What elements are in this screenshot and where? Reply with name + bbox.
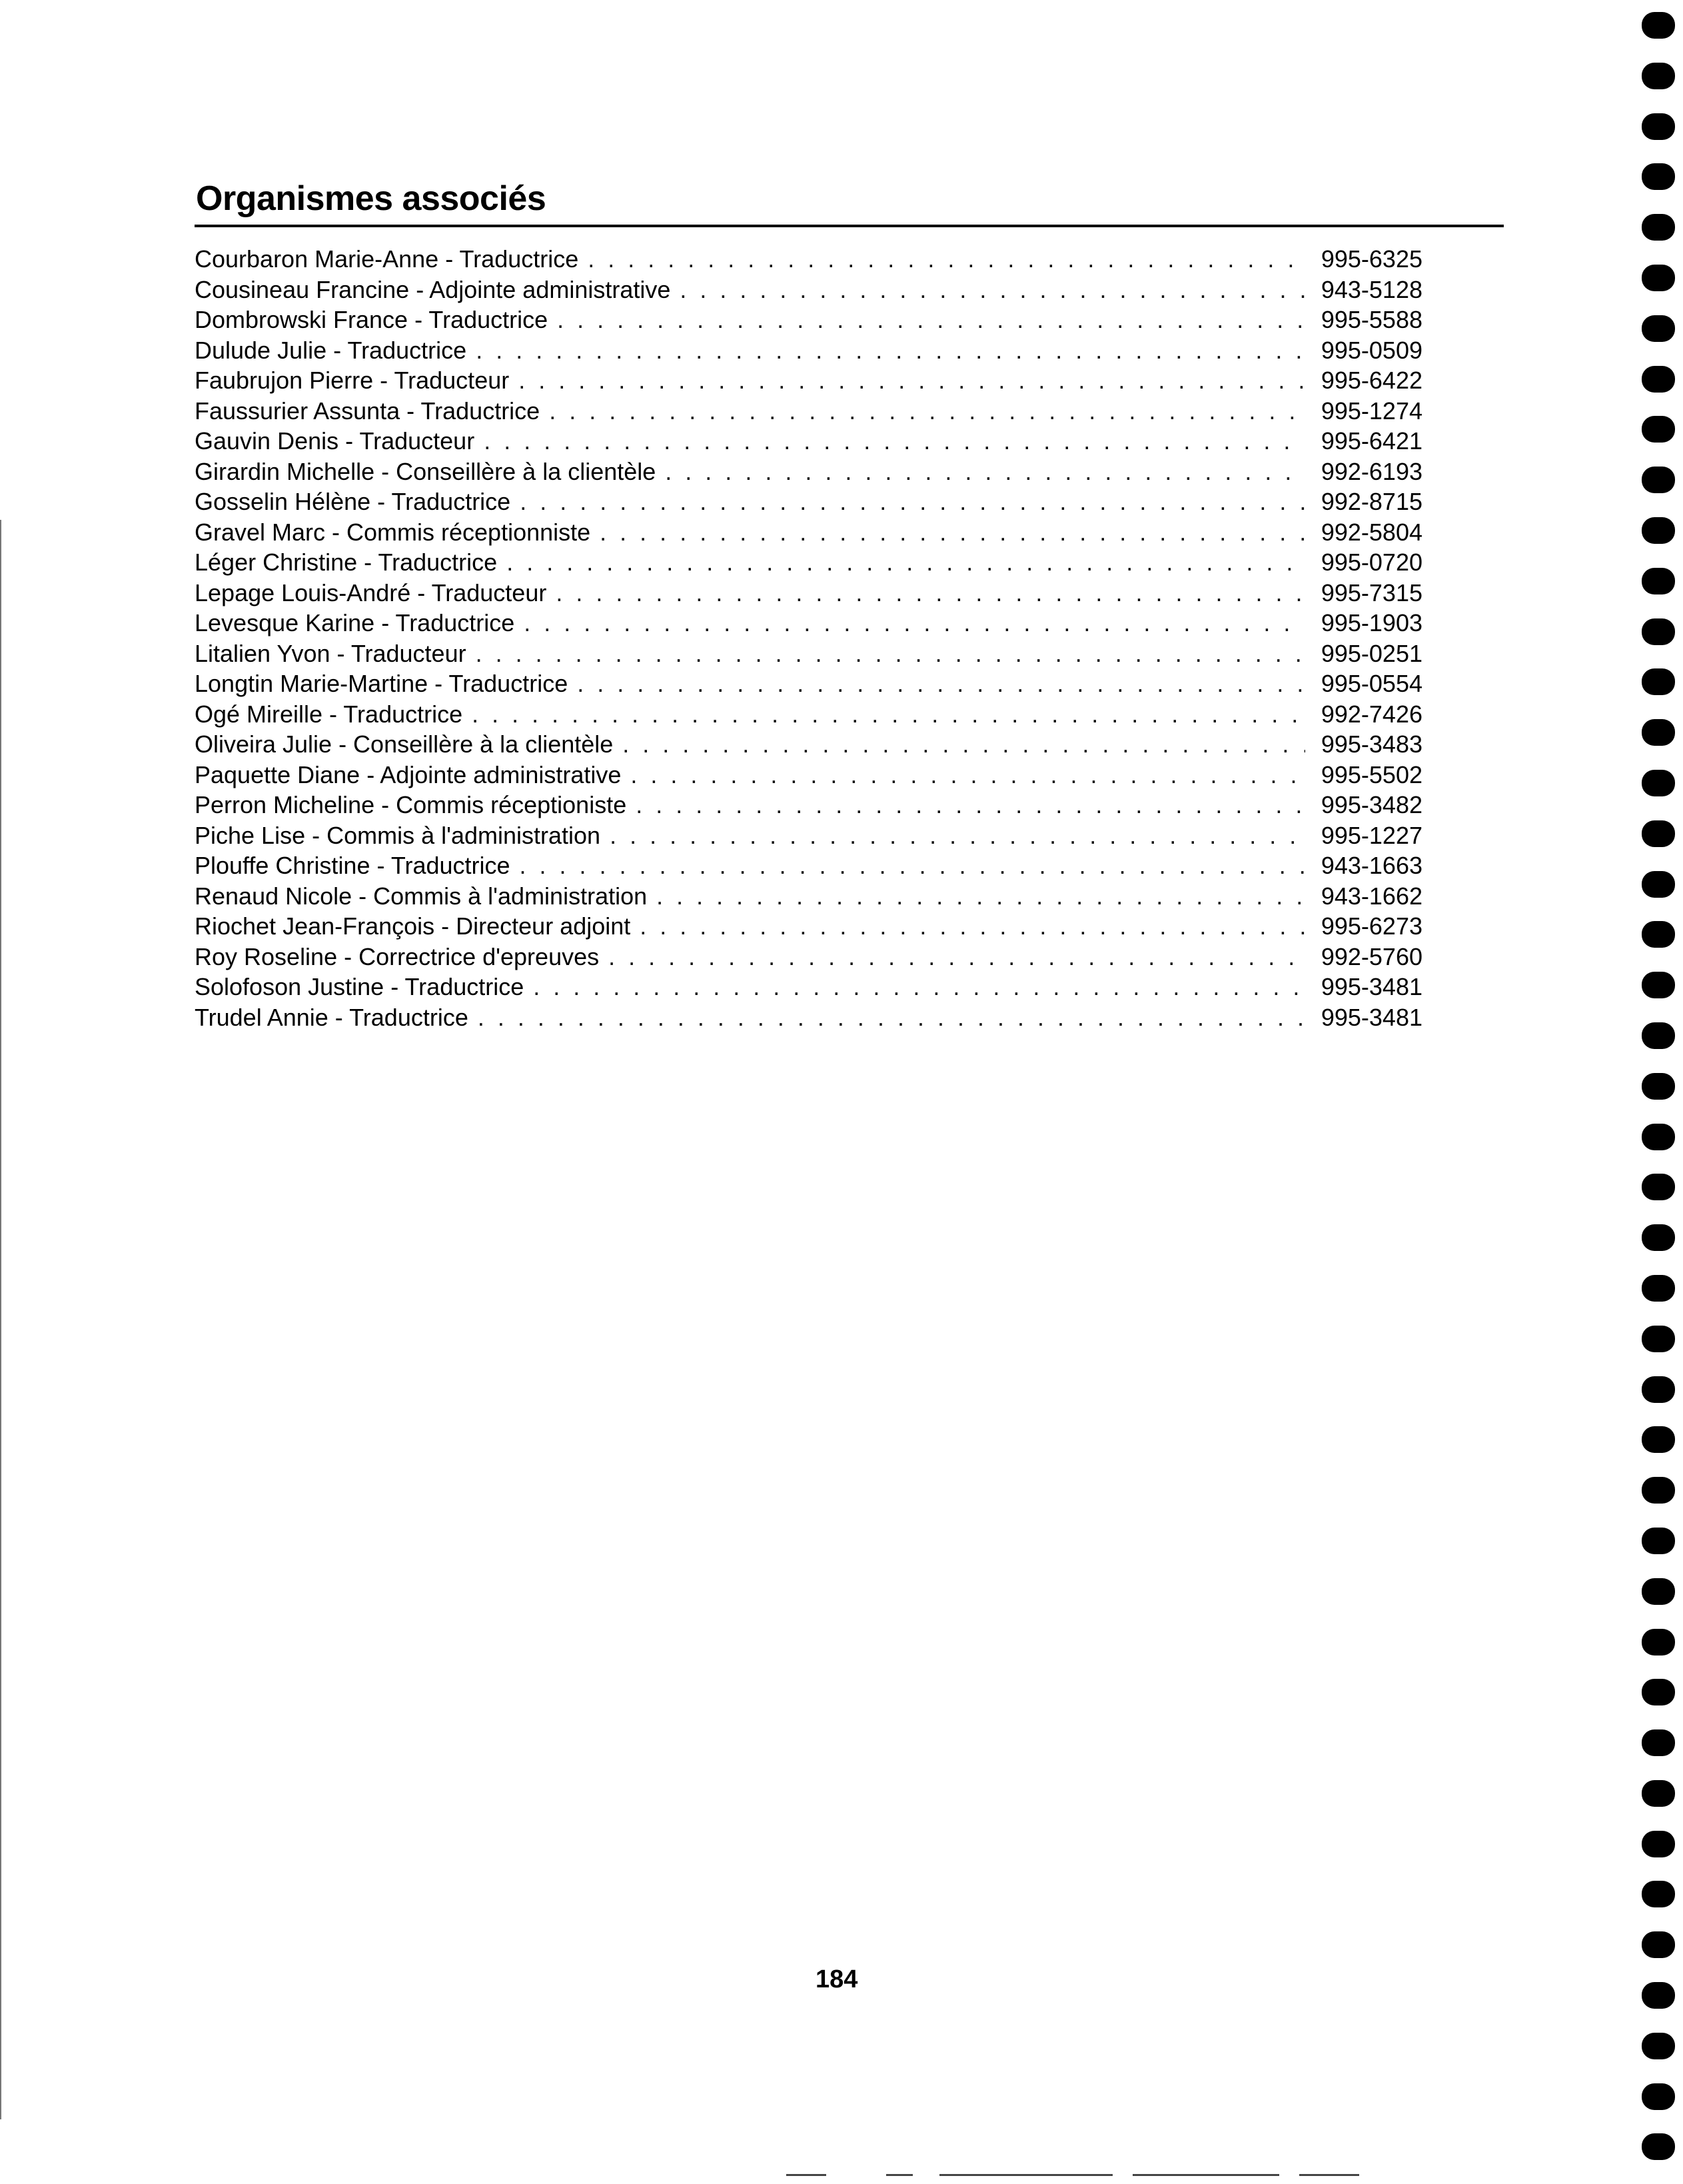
dot-leader [610,820,1305,851]
directory-entry [195,820,1422,851]
dot-leader [472,699,1305,730]
entry-phone: 995-1227 [1321,821,1422,849]
binding-hole [1642,1982,1675,2009]
directory-entry [195,244,1422,275]
entry-phone: 992-8715 [1321,488,1422,515]
entry-phone: 995-7315 [1321,578,1422,606]
binding-hole [1642,1426,1675,1453]
entry-phone: 995-0720 [1321,548,1422,576]
entry-phone: 995-6421 [1321,427,1422,455]
binding-hole [1642,315,1675,342]
binding-hole [1642,1780,1675,1807]
dot-leader [600,517,1305,548]
binding-hole [1642,517,1675,544]
binding-hole [1642,871,1675,898]
entry-phone: 943-5128 [1321,275,1422,303]
directory-entry [195,911,1422,942]
entry-name: Cousineau Francine - Adjointe administrative [195,275,671,303]
dot-leader [680,275,1305,305]
dot-leader [588,244,1305,275]
directory-entry [195,578,1422,608]
entry-name: Renaud Nicole - Commis à l'administration [195,882,648,910]
dot-leader [520,850,1305,881]
entry-phone: 995-0554 [1321,670,1422,697]
heading-rule [195,225,1504,227]
entry-name: Oliveira Julie - Conseillère à la clientèle [195,730,614,758]
binding-hole [1642,972,1675,998]
binding-hole [1642,1578,1675,1605]
entry-phone: 992-7426 [1321,700,1422,728]
entry-phone: 992-5760 [1321,942,1422,970]
dot-leader [520,487,1305,517]
entry-name: Roy Roseline - Correctrice d'epreuves [195,942,600,970]
entry-phone: 995-6325 [1321,245,1422,273]
entry-name: Gravel Marc - Commis réceptionniste [195,518,591,546]
dot-leader [640,911,1305,942]
directory-entry [195,396,1422,427]
binding-holes [1642,12,1676,2184]
dot-leader [556,578,1305,608]
entry-name: Léger Christine - Traductrice [195,548,498,576]
directory-entry [195,305,1422,335]
directory-entry [195,608,1422,638]
binding-hole [1642,1679,1675,1705]
entry-phone: 995-0251 [1321,639,1422,667]
binding-hole [1642,2133,1675,2160]
entry-phone: 992-5804 [1321,518,1422,546]
entry-phone: 995-1274 [1321,397,1422,425]
binding-hole [1642,921,1675,948]
binding-hole [1642,668,1675,695]
binding-hole [1642,163,1675,190]
dot-leader [518,365,1305,396]
binding-hole [1642,719,1675,746]
binding-hole [1642,2033,1675,2059]
dot-leader [533,972,1305,1002]
entry-name: Girardin Michelle - Conseillère à la clientèle [195,457,656,485]
binding-hole [1642,1224,1675,1251]
binding-hole [1642,113,1675,140]
binding-hole [1642,1831,1675,1857]
entry-name: Trudel Annie - Traductrice [195,1003,468,1031]
page-number: 184 [816,1965,858,1993]
binding-hole [1642,770,1675,796]
dot-leader [557,305,1305,335]
dot-leader [549,396,1305,427]
entry-name: Riochet Jean-François - Directeur adjoint [195,912,631,940]
dot-leader [630,760,1305,790]
directory-entry [195,942,1422,972]
entry-phone: 992-6193 [1321,457,1422,485]
dot-leader [656,881,1305,912]
entry-name: Solofoson Justine - Traductrice [195,973,524,1000]
entry-phone: 995-3482 [1321,791,1422,818]
dot-leader [476,638,1305,669]
dot-leader [577,668,1305,699]
entry-name: Dulude Julie - Traductrice [195,336,467,364]
entry-phone: 943-1662 [1321,882,1422,910]
entry-name: Plouffe Christine - Traductrice [195,852,510,879]
directory-entry [195,668,1422,699]
binding-hole [1642,366,1675,393]
entry-phone: 995-3483 [1321,730,1422,758]
entry-name: Faussurier Assunta - Traductrice [195,397,540,425]
binding-hole [1642,568,1675,594]
entry-phone: 943-1663 [1321,852,1422,879]
binding-hole [1642,618,1675,645]
directory-entry [195,426,1422,457]
binding-hole [1642,12,1675,39]
dot-leader [484,426,1305,457]
binding-hole [1642,63,1675,89]
dot-leader [524,608,1305,638]
entry-name: Lepage Louis-André - Traducteur [195,578,547,606]
entry-phone: 995-3481 [1321,1003,1422,1031]
binding-hole [1642,416,1675,443]
binding-hole [1642,1376,1675,1403]
dot-leader [506,547,1305,578]
binding-hole [1642,1729,1675,1756]
binding-hole [1642,265,1675,291]
binding-hole [1642,1477,1675,1504]
entry-phone: 995-5502 [1321,760,1422,788]
dot-leader [478,1002,1305,1033]
entry-phone: 995-6422 [1321,367,1422,394]
scan-bottom-marks [786,2174,1386,2177]
binding-hole [1642,1326,1675,1352]
page-heading: Organismes associés [196,179,546,218]
dot-leader [476,335,1305,366]
directory-entry [195,365,1422,396]
directory-entry [195,275,1422,305]
dot-leader [608,942,1305,972]
binding-hole [1642,1931,1675,1958]
dot-leader [636,790,1305,820]
directory-entry [195,547,1422,578]
entry-name: Faubrujon Pierre - Traducteur [195,367,510,394]
entry-name: Paquette Diane - Adjointe administrative [195,760,622,788]
dot-leader [665,457,1305,487]
dot-leader [622,729,1305,760]
binding-hole [1642,214,1675,241]
directory-entry [195,972,1422,1002]
directory-entry [195,487,1422,517]
directory-entry [195,699,1422,730]
binding-hole [1642,467,1675,493]
entry-name: Perron Micheline - Commis réceptioniste [195,791,627,818]
binding-hole [1642,1174,1675,1200]
entry-name: Litalien Yvon - Traducteur [195,639,466,667]
entry-name: Longtin Marie-Martine - Traductrice [195,670,568,697]
entry-name: Ogé Mireille - Traductrice [195,700,463,728]
entry-name: Gauvin Denis - Traducteur [195,427,475,455]
entry-phone: 995-0509 [1321,336,1422,364]
entry-name: Piche Lise - Commis à l'administration [195,821,601,849]
entry-name: Levesque Karine - Traductrice [195,609,515,636]
directory-entry [195,517,1422,548]
directory-entry [195,790,1422,820]
entry-phone: 995-3481 [1321,973,1422,1000]
binding-hole [1642,1881,1675,1907]
directory-entry [195,1002,1422,1033]
binding-hole [1642,1124,1675,1150]
directory-entry [195,638,1422,669]
directory-entry [195,881,1422,912]
binding-hole [1642,1022,1675,1049]
entry-name: Dombrowski France - Traductrice [195,306,548,333]
binding-hole [1642,1275,1675,1302]
binding-hole [1642,1629,1675,1655]
entry-phone: 995-1903 [1321,609,1422,636]
entry-name: Courbaron Marie-Anne - Traductrice [195,245,579,273]
entry-name: Gosselin Hélène - Traductrice [195,488,511,515]
directory-entry [195,335,1422,366]
directory-entry [195,760,1422,790]
entry-phone: 995-5588 [1321,306,1422,333]
binding-hole [1642,1528,1675,1554]
directory-entry [195,457,1422,487]
binding-hole [1642,1073,1675,1100]
directory-entry [195,850,1422,881]
binding-hole [1642,2083,1675,2110]
entry-phone: 995-6273 [1321,912,1422,940]
directory-list [195,244,1422,1032]
scan-left-edge [0,520,1,2119]
binding-hole [1642,820,1675,847]
directory-entry [195,729,1422,760]
